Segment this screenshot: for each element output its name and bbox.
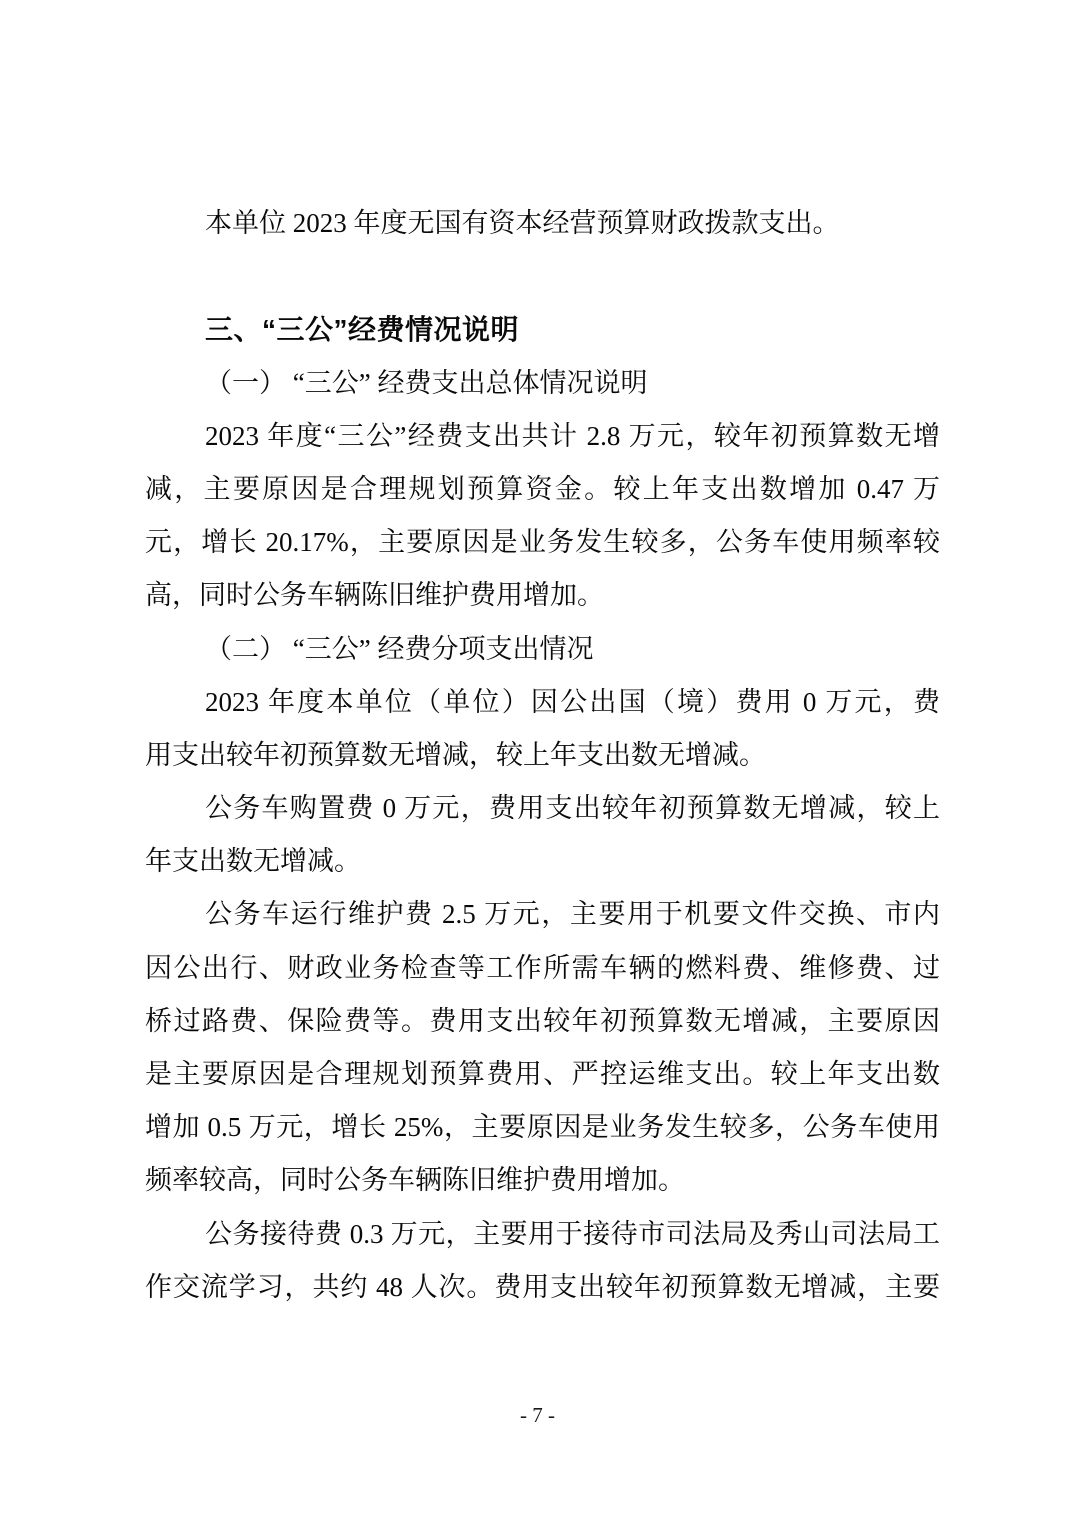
text-line: （二） “三公” 经费分项支出情况: [205, 633, 594, 664]
section-heading-three-public-funds: [145, 303, 940, 356]
para-official-reception-expense: [145, 1208, 940, 1314]
text-line: 是主要原因是合理规划预算费用、严控运维支出。较上年支出数: [145, 1059, 940, 1089]
text-line: 年支出数无增减。: [145, 846, 361, 877]
para-total-expenditure: [145, 410, 940, 623]
text-line: （一） “三公” 经费支出总体情况说明: [205, 367, 648, 398]
text-line: 高，同时公务车辆陈旧维护费用增加。: [145, 580, 604, 611]
text-line: 公务车运行维护费 2.5 万元，主要用于机要文件交换、市内: [205, 899, 940, 930]
text-line: 桥过路费、保险费等。费用支出较年初预算数无增减，主要原因: [145, 1005, 940, 1036]
text-line: 2023 年度“三公”经费支出共计 2.8 万元，较年初预算数无增: [205, 420, 940, 451]
text-line: 元，增长 20.17%，主要原因是业务发生较多，公务车使用频率较: [145, 527, 940, 558]
text-line: 用支出较年初预算数无增减，较上年支出数无增减。: [145, 739, 766, 770]
text-line: 因公出行、财政业务检查等工作所需车辆的燃料费、维修费、过: [145, 952, 940, 983]
para-vehicle-purchase-expense: [145, 782, 940, 888]
para-no-state-capital-expenditure: [145, 197, 940, 250]
blank-line: [145, 250, 940, 303]
text-line: 减，主要原因是合理规划预算资金。较上年支出数增加 0.47 万: [145, 473, 940, 504]
text-line: 本单位 2023 年度无国有资本经营预算财政拨款支出。: [205, 208, 840, 238]
para-overseas-travel-expense: [145, 676, 940, 782]
text-line: 增加 0.5 万元，增长 25%，主要原因是业务发生较多，公务车使用: [145, 1112, 940, 1143]
text-line: 频率较高，同时公务车辆陈旧维护费用增加。: [145, 1165, 685, 1196]
document-content: [145, 197, 940, 1314]
page-number: - 7 -: [520, 1403, 555, 1427]
text-line: 作交流学习，共约 48 人次。费用支出较年初预算数无增减，主要: [145, 1271, 940, 1302]
text-line: 公务接待费 0.3 万元，主要用于接待市司法局及秀山司法局工: [205, 1218, 940, 1249]
text-line: 2023 年度本单位（单位）因公出国（境）费用 0 万元，费: [205, 686, 940, 717]
page-footer: [0, 1402, 1075, 1428]
text-line: 三、“三公”经费情况说明: [205, 314, 520, 346]
subheading-overall-expenditure: [145, 357, 940, 410]
text-line: 公务车购置费 0 万元，费用支出较年初预算数无增减，较上: [205, 793, 940, 824]
subheading-itemized-expenditure: [145, 623, 940, 676]
para-vehicle-maintenance-expense: [145, 888, 940, 1207]
